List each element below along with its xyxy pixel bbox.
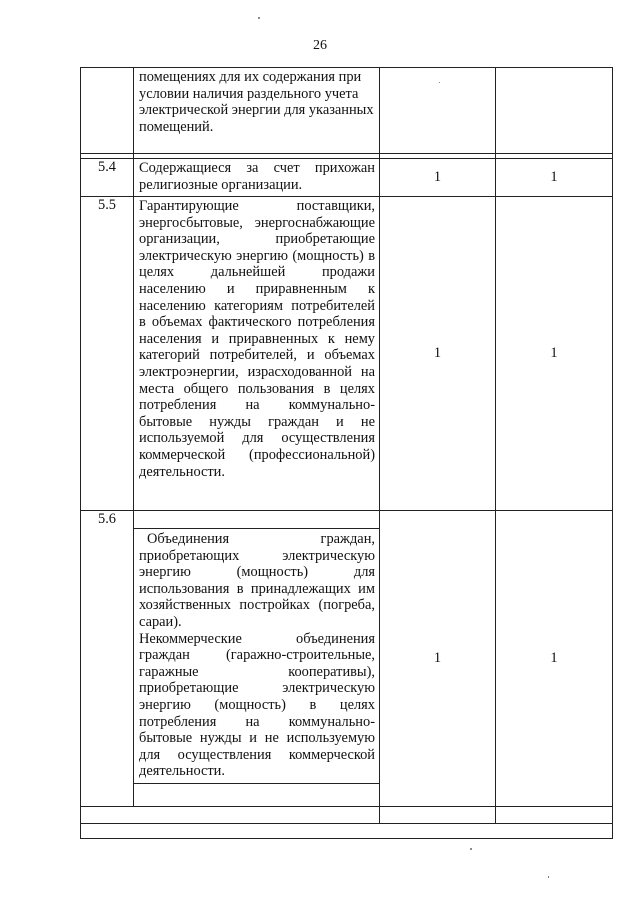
page-number: 26 (313, 38, 327, 53)
row-description-text: Гарантирующие поставщики, энергосбытовые, энергоснабжающие организации, приобретающие электрическую энергию (мощность) в целях дальнейшей продажи населению и приравненным к населению категориям потребителей в объемах фактического потребления населения и приравненных к нему категорий потребителей, и объемах электроэнергии, израсходованной на места общего пользования в целях потребления на коммунально-бытовые нужды граждан и не используемой для осуществления коммерческой (профессиональной) деятельности. (139, 198, 375, 480)
row-description-part: Некоммерческие объединения граждан (гаражно-строительные, гаражные кооперативы), приобретающие электрическую энергию (мощность) в целях потребления на коммунально-бытовые нужды и не используемую для осуществления коммерческой деятельности. (139, 630, 375, 780)
row-description-part: Объединения граждан, приобретающих электрическую энергию (мощность) для использования в принадлежащих им хозяйственных постройках (погреба, сараи). (139, 531, 375, 630)
row-value-2: 1 (496, 197, 613, 511)
row-description (134, 197, 380, 511)
row-number (81, 68, 134, 154)
row-description (134, 511, 380, 807)
scan-speck (470, 848, 472, 850)
tariff-table (80, 67, 613, 839)
row-value-2: 1 (496, 511, 613, 807)
row-value-1: 1 (380, 197, 496, 511)
scan-speck (548, 876, 549, 878)
row-description-text: помещениях для их содержания при условии наличия раздельного учета электрической энергии для указанных помещений. (139, 69, 374, 135)
row-value-1: 1 (380, 511, 496, 807)
row-value-2 (496, 68, 613, 154)
table-row-empty (81, 807, 613, 824)
row-value-2: 1 (496, 159, 613, 197)
table-row (81, 68, 613, 154)
table-row (81, 159, 613, 197)
table-row (81, 197, 613, 511)
inner-divider (134, 783, 379, 784)
row-number: 5.5 (81, 197, 134, 511)
row-value-1 (380, 68, 496, 154)
row-number: 5.6 (81, 511, 134, 807)
scan-speck (258, 17, 260, 19)
table-row (81, 511, 613, 807)
row-description (134, 159, 380, 197)
row-description (134, 68, 380, 154)
row-number: 5.4 (81, 159, 134, 197)
table-row-empty (81, 824, 613, 839)
row-description-text: Содержащиеся за счет прихожан религиозные организации. (139, 160, 375, 193)
row-value-1: 1 (380, 159, 496, 197)
